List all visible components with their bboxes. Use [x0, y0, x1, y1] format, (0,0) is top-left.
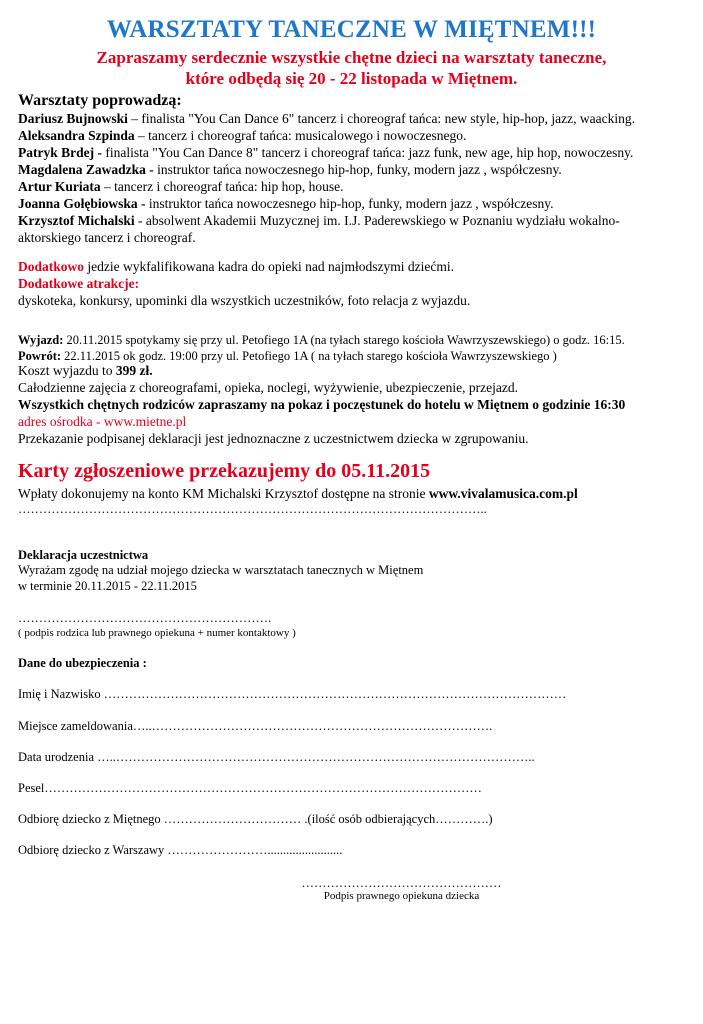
parent-signature-caption: ( podpis rodzica lub prawnego opiekuna + numer kontaktowy ): [18, 627, 296, 639]
instructor-line: Krzysztof Michalski - absolwent Akademii Muzycznej im. I.J. Paderewskiego w Poznaniu wydziału wokalno-: [18, 213, 620, 228]
return-line: Powrót: 22.11.2015 ok godz. 19:00 przy ul. Petofiego 1A ( na tyłach starego kościoła Wawrzyszewskiego ): [18, 349, 557, 363]
cut-line-dots: …………………………………………………………………………………………………..: [18, 502, 487, 516]
extra-attractions-text: dyskoteka, konkursy, upominki dla wszystkich uczestników, foto relacja z wyjazdu.: [18, 293, 471, 308]
instructor-line-continuation: aktorskiego tancerz i choreograf.: [18, 230, 196, 245]
cost-line: Koszt wyjazdu to 399 zł.: [18, 363, 153, 378]
departure-line: Wyjazd: 20.11.2015 spotykamy się przy ul. Petofiego 1A (na tyłach starego kościoła Wawrzyszewskiego) o godz. 16:15.: [18, 333, 625, 347]
parent-signature-field[interactable]: …………………………………………………….: [18, 611, 272, 625]
instructor-line: Magdalena Zawadzka - instruktor tańca nowoczesnego hip-hop, funky, modern jazz , współczesny.: [18, 162, 562, 177]
declaration-heading: Deklaracja uczestnictwa: [18, 548, 149, 562]
residence-field[interactable]: Miejsce zameldowania…..……………………………………………………………………….: [18, 719, 493, 733]
instructor-line: Patryk Brdej - finalista "You Can Dance 8" tancerz i choreograf tańca: jazz funk, new age, hip hop, nowoczesny.: [18, 145, 634, 160]
birthdate-field[interactable]: Data urodzenia …..………………………………………………………………………………………..: [18, 750, 535, 764]
payment-line: Wpłaty dokonujemy na konto KM Michalski Krzysztof dostępne na stronie www.vivalamusica.com.pl: [18, 486, 578, 501]
instructor-line: Artur Kuriata – tancerz i choreograf tańca: hip hop, house.: [18, 179, 344, 194]
instructor-line: Dariusz Bujnowski – finalista "You Can Dance 6" tancerz i choreograf tańca: new style, hip-hop, jazz, waacking.: [18, 111, 635, 126]
guardian-signature-caption: Podpis prawnego opiekuna dziecka: [323, 890, 480, 902]
parents-invite-line: Wszystkich chętnych rodziców zapraszamy na pokaz i poczęstunek do hotelu w Miętnem o godzinie 16:30: [18, 397, 626, 412]
venue-address-link[interactable]: adres ośrodka - www.mietne.pl: [18, 414, 187, 429]
instructors-heading: Warsztaty poprowadzą:: [18, 92, 182, 109]
instructor-line: Joanna Gołębiowska - instruktor tańca nowoczesnego hip-hop, funky, modern jazz , współczesny.: [18, 196, 554, 211]
extra-attractions-heading: Dodatkowe atrakcje:: [18, 276, 140, 291]
guardian-signature-field[interactable]: …………………………………………: [301, 876, 502, 890]
insurance-heading: Dane do ubezpieczenia :: [18, 656, 147, 670]
pickup-warsaw-field[interactable]: Odbiorę dziecko z Warszawy ……………………........................: [18, 843, 343, 857]
included-line: Całodzienne zajęcia z choreografami, opieka, noclegi, wyżywienie, ubezpieczenie, przejazd.: [18, 380, 518, 395]
name-field[interactable]: Imię i Nazwisko …………………………………………………………………………………………………: [18, 687, 567, 701]
extra-staff-line: Dodatkowo jedzie wykfalifikowana kadra do opieki nad najmłodszymi dziećmi.: [18, 259, 455, 274]
payment-site-link[interactable]: www.vivalamusica.com.pl: [428, 486, 578, 501]
page-title: WARSZTATY TANECZNE W MIĘTNEM!!!: [106, 16, 597, 43]
invitation-line-2: które odbędą się 20 - 22 listopada w Miętnem.: [185, 69, 518, 88]
pesel-field[interactable]: Pesel……………………………………………………………………………………………: [18, 781, 482, 795]
invitation-line-1: Zapraszamy serdecznie wszystkie chętne dzieci na warsztaty taneczne,: [96, 48, 607, 67]
pickup-mietne-field[interactable]: Odbiorę dziecko z Miętnego …………………………… .(ilość osób odbierających………….): [18, 812, 493, 826]
instructor-line: Aleksandra Szpinda – tancerz i choreograf tańca: musicalowego i nowoczesnego.: [18, 128, 467, 143]
declaration-note: Przekazanie podpisanej deklaracji jest jednoznaczne z uczestnictwem dziecka w zgrupowaniu.: [18, 431, 529, 446]
application-deadline-heading: Karty zgłoszeniowe przekazujemy do 05.11.2015: [18, 460, 431, 482]
declaration-line-1: Wyrażam zgodę na udział mojego dziecka w warsztatach tanecznych w Miętnem: [18, 563, 424, 577]
declaration-line-2: w terminie 20.11.2015 - 22.11.2015: [18, 579, 197, 593]
